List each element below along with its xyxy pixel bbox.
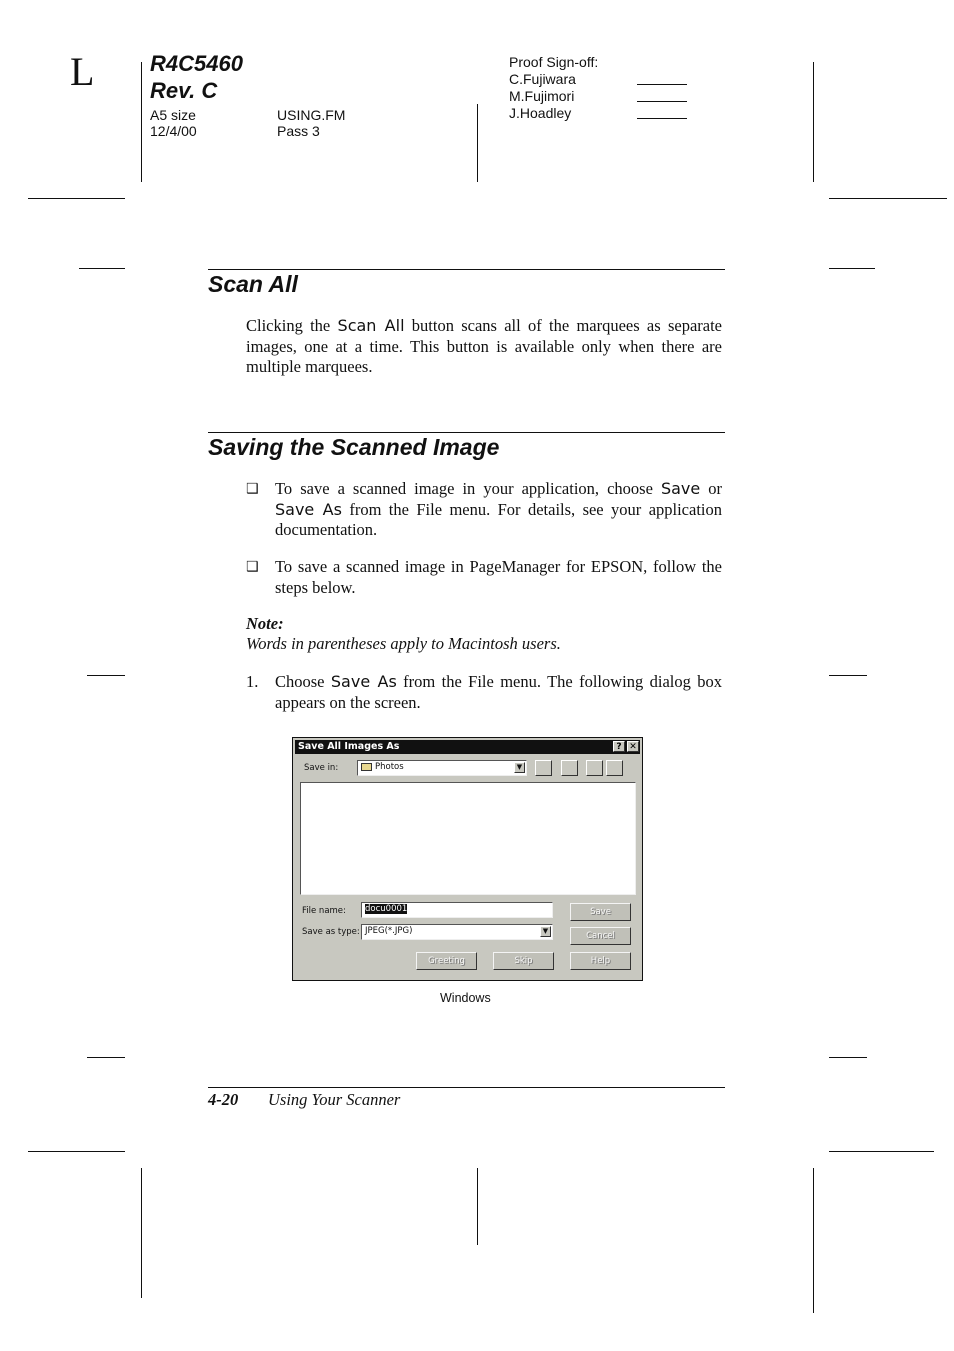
chapter-title: Using Your Scanner xyxy=(268,1090,401,1109)
signature-line xyxy=(637,84,687,85)
note-heading: Note: xyxy=(246,614,284,633)
size-label: A5 size xyxy=(150,107,196,123)
cancel-button[interactable]: Cancel xyxy=(570,927,631,945)
chevron-down-icon[interactable]: ▼ xyxy=(514,762,525,773)
step-number: 1. xyxy=(246,672,259,691)
list-view-icon[interactable] xyxy=(586,760,603,776)
bullet-icon: ❑ xyxy=(246,559,259,575)
file-name-label: File name: xyxy=(302,906,346,916)
signature-line xyxy=(637,118,687,119)
crop-mark xyxy=(87,1057,125,1058)
crop-mark xyxy=(477,104,478,182)
greeting-button[interactable]: Greeting xyxy=(416,952,477,970)
proof-label: Proof Sign-off: xyxy=(509,54,599,70)
signer: J.Hoadley xyxy=(509,105,572,121)
footer-rule xyxy=(208,1087,725,1088)
crop-mark xyxy=(829,198,947,199)
save-as-type-label: Save as type: xyxy=(302,927,360,937)
file-name-input[interactable]: docu0001 xyxy=(361,902,553,918)
chevron-down-icon[interactable]: ▼ xyxy=(540,926,551,937)
crop-mark xyxy=(87,675,125,676)
help-icon[interactable]: ? xyxy=(613,741,625,752)
bullet-icon: ❑ xyxy=(246,481,259,497)
crop-mark xyxy=(829,1151,934,1152)
revision: Rev. C xyxy=(150,78,218,103)
bullet-item: To save a scanned image in your application, choose Save or Save As from the File menu. For details, see your application documentation. xyxy=(275,479,722,539)
close-icon[interactable]: ✕ xyxy=(627,741,639,752)
step-text: Choose Save As from the File menu. The following dialog box appears on the screen. xyxy=(275,672,723,712)
dialog-title: Save All Images As xyxy=(298,741,400,752)
crop-mark xyxy=(813,1168,814,1313)
corner-letter: L xyxy=(70,49,95,94)
crop-mark xyxy=(829,675,867,676)
section-heading: Scan All xyxy=(208,271,298,297)
dialog-titlebar xyxy=(295,740,640,754)
ui-term: Save As xyxy=(330,672,397,691)
save-in-label: Save in: xyxy=(304,763,339,773)
save-button[interactable]: Save xyxy=(570,903,631,921)
bullet-item: To save a scanned image in PageManager for EPSON, follow the steps below. xyxy=(275,557,722,597)
model-number: R4C5460 xyxy=(150,51,243,76)
crop-mark xyxy=(79,268,125,269)
section-rule xyxy=(208,269,725,270)
model-block xyxy=(150,50,243,104)
signer: M.Fujimori xyxy=(509,88,575,104)
ui-term: Save xyxy=(660,479,701,498)
new-folder-icon[interactable] xyxy=(561,760,578,776)
pass-label: Pass 3 xyxy=(277,123,320,139)
crop-mark xyxy=(28,1151,125,1152)
crop-mark xyxy=(141,1168,142,1298)
folder-icon xyxy=(361,763,372,771)
scan-all-paragraph: Clicking the Scan All button scans all of the marquees as separate images, one at a time. This button is available only when there are multiple marquees. xyxy=(246,316,722,376)
file-label: USING.FM xyxy=(277,107,346,123)
save-in-select[interactable]: Photos ▼ xyxy=(357,760,527,776)
ui-term: Save As xyxy=(275,499,342,519)
file-list[interactable] xyxy=(300,782,636,895)
proof-signoff xyxy=(509,54,598,122)
crop-mark xyxy=(28,198,125,199)
crop-mark xyxy=(813,62,814,182)
crop-mark xyxy=(829,268,875,269)
up-folder-icon[interactable] xyxy=(535,760,552,776)
save-as-type-select[interactable]: JPEG(*.JPG) ▼ xyxy=(361,924,553,940)
crop-mark xyxy=(141,62,142,182)
help-button[interactable]: Help xyxy=(570,952,631,970)
crop-mark xyxy=(477,1168,478,1245)
section-heading: Saving the Scanned Image xyxy=(208,434,500,460)
ui-term: Scan All xyxy=(337,316,405,335)
details-view-icon[interactable] xyxy=(606,760,623,776)
skip-button[interactable]: Skip xyxy=(493,952,554,970)
page-number: 4-20 xyxy=(208,1090,239,1109)
signer: C.Fujiwara xyxy=(509,71,576,87)
crop-mark xyxy=(829,1057,867,1058)
signature-line xyxy=(637,101,687,102)
figure-caption: Windows xyxy=(440,991,491,1005)
date-label: 12/4/00 xyxy=(150,123,197,139)
note-text: Words in parentheses apply to Macintosh users. xyxy=(246,634,561,653)
section-rule xyxy=(208,432,725,433)
